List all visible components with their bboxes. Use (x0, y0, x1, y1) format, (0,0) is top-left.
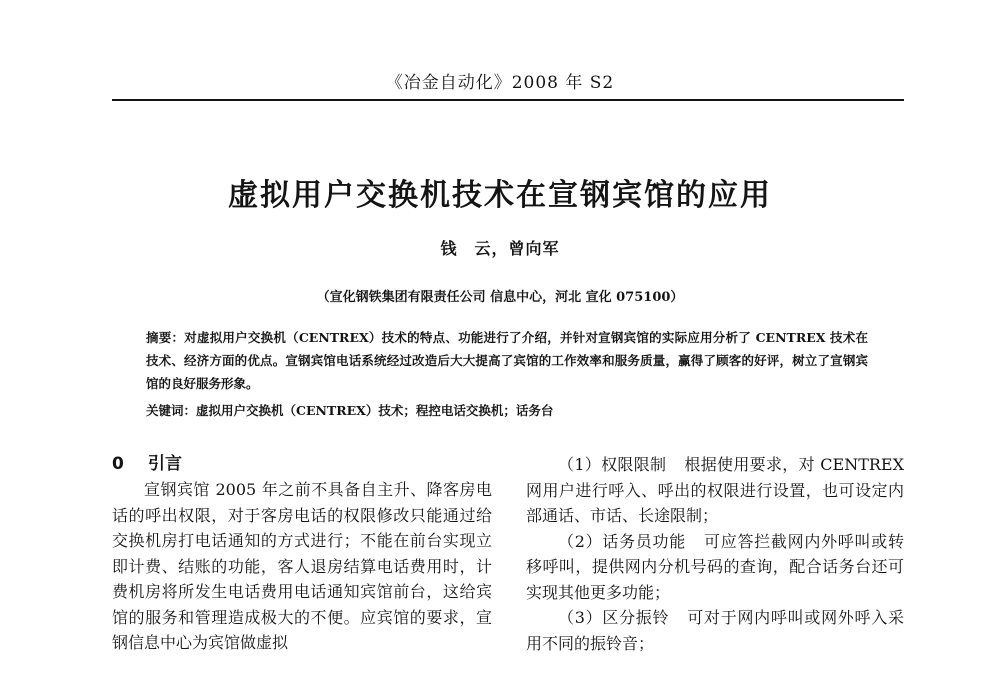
abstract-label: 摘要： (146, 330, 185, 345)
header-rule (112, 99, 904, 101)
feature-text: 根据使用要求，对 CENTREX 网用户进行呼入、呼出的权限进行设置，也可设定内部通话、市话、长途限制； (526, 455, 904, 525)
abstract (146, 326, 868, 395)
keywords-label: 关键词： (146, 403, 197, 418)
paper-title: 虚拟用户交换机技术在宣钢宾馆的应用 (228, 178, 772, 213)
feature-text: 可应答拦截网内外呼叫或转移呼叫，提供网内分机号码的查询，配合话务台还可实现其他更多功能； (526, 531, 904, 602)
feature-title: （2）话务员功能 (558, 531, 686, 551)
feature-item (526, 452, 904, 529)
feature-item (526, 529, 904, 606)
running-header: 《冶金自动化》2008 年 S2 (385, 73, 615, 93)
feature-item (526, 605, 904, 656)
abstract-text: 对虚拟用户交换机（CENTREX）技术的特点、功能进行了介绍，并针对宣钢宾馆的实际应用分析了 CENTREX 技术在技术、经济方面的优点。宣钢宾馆电话系统经过改造后大大提高了宾馆的工作效率和服务质量，赢得了顾客的好评，树立了宣钢宾馆的良好服务形象。 (146, 330, 868, 391)
section-heading (112, 452, 492, 477)
left-column (112, 452, 492, 656)
right-column (526, 452, 904, 656)
authors: 钱 云，曾向军 (440, 239, 560, 258)
feature-text: 可对于网内呼叫或网外呼入采用不同的振铃音； (526, 608, 904, 653)
section-title: 引言 (148, 454, 182, 474)
keywords (146, 399, 868, 422)
section-number: 0 (112, 454, 124, 474)
intro-paragraph: 宣钢宾馆 2005 年之前不具备自主升、降客房电话的呼出权限，对于客房电话的权限修改只能通过给交换机房打电话通知的方式进行；不能在前台实现立即计费、结账的功能，客人退房结算电话费用时，计费机房将所发生电话费用电话通知宾馆前台，这给宾馆的服务和管理造成极大的不便。应宾馆的要求，宣钢信息中心为宾馆做虚拟 (112, 480, 492, 652)
affiliation: （宣化钢铁集团有限责任公司 信息中心，河北 宣化 075100） (316, 290, 684, 305)
keywords-text: 虚拟用户交换机（CENTREX）技术；程控电话交换机；话务台 (196, 403, 554, 418)
feature-title: （1）权限限制 (558, 455, 667, 474)
feature-title: （3）区分振铃 (558, 608, 670, 627)
